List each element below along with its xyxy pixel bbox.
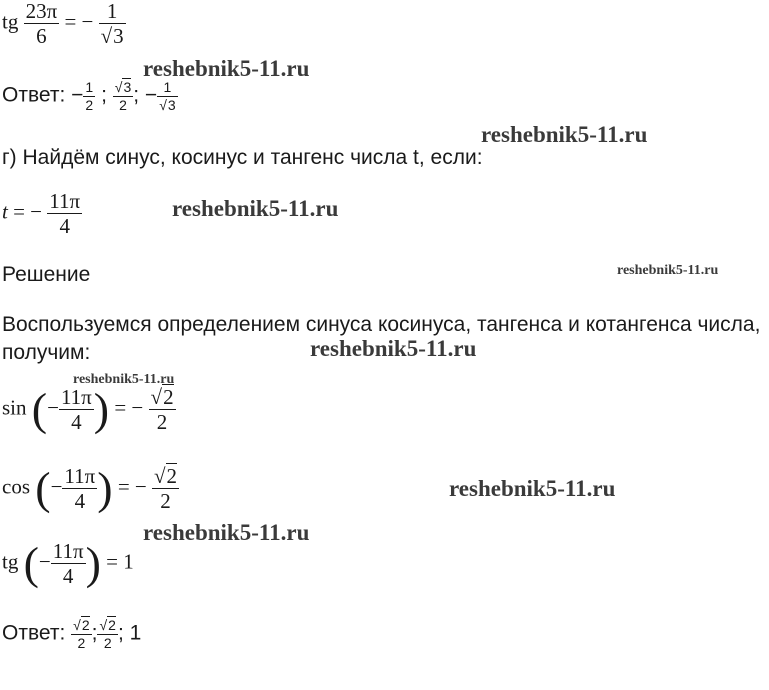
minus-sign: −	[71, 83, 84, 107]
fraction-numerator: 1	[106, 0, 118, 23]
minus-sign: −	[144, 83, 158, 107]
fraction-denominator	[99, 25, 126, 47]
fraction-numerator: 11π	[52, 539, 84, 563]
right-paren: )	[85, 537, 101, 589]
fraction-1-2	[83, 80, 95, 112]
tg-equation: tg (− $\frac{11\pi}{4}$ ) = 1	[2, 537, 134, 589]
radicand: 2	[166, 464, 178, 488]
fraction-denominator: 2	[85, 96, 94, 113]
separator: ;	[133, 83, 140, 107]
left-paren: (	[23, 537, 39, 589]
fraction-denominator: 2	[156, 410, 168, 435]
left-paren: (	[31, 383, 48, 435]
fraction-denominator: 2	[160, 489, 171, 514]
fraction-sqrt3-2	[113, 80, 133, 112]
left-paren: (	[35, 462, 51, 514]
separator: ;	[117, 621, 124, 645]
fraction-denominator: 2	[119, 96, 127, 113]
fraction-1-sqrt3	[157, 80, 177, 112]
fraction-sqrt2-2	[152, 465, 179, 512]
fraction-numerator: 1	[163, 79, 172, 95]
fraction-sqrt2-2	[97, 618, 117, 650]
tg-function: tg	[2, 549, 19, 574]
radicand: 3	[167, 96, 176, 113]
answer-value: 1	[129, 621, 142, 645]
fraction-11pi-4	[62, 465, 97, 512]
radicand: 3	[113, 24, 124, 49]
tg-result: = 1	[106, 549, 134, 574]
equals-minus: = −	[117, 474, 147, 499]
fraction-denominator: √3	[159, 96, 176, 113]
fraction-denominator: 6	[36, 24, 47, 49]
fraction-denominator: 4	[59, 214, 70, 239]
cos-function: cos	[2, 474, 30, 499]
fraction-sqrt2-2	[71, 618, 91, 650]
cos-equation: cos (− $\frac{11\pi}{4}$ ) = − $\frac{√2}{2}$	[2, 462, 178, 514]
fraction-numerator: √2	[154, 464, 178, 488]
sin-function: sin	[2, 395, 27, 420]
fraction-11pi-4	[47, 190, 82, 237]
fraction-numerator: √2	[73, 617, 90, 633]
fraction-11pi-4	[59, 386, 94, 433]
fraction-denominator: 2	[103, 634, 112, 651]
watermark: reshebnik5-11.ru	[449, 476, 616, 501]
watermark: reshebnik5-11.ru	[172, 196, 339, 221]
fraction-23pi-6	[24, 0, 60, 47]
radicand: 2	[163, 385, 174, 409]
variable-t: t	[2, 199, 8, 224]
fraction-denominator: 2	[77, 634, 86, 651]
radicand: 3	[123, 79, 132, 95]
watermark: reshebnik5-11.ru	[481, 122, 648, 147]
t-definition	[2, 190, 82, 237]
equals-minus: = −	[13, 199, 43, 224]
answer-g	[2, 618, 141, 650]
watermark: reshebnik5-11.ru	[143, 520, 310, 545]
separator: ;	[91, 621, 98, 645]
tg-function: tg	[2, 9, 19, 34]
explanation-line-2: получим:	[2, 341, 91, 364]
fraction-denominator: 4	[74, 489, 86, 514]
fraction-sqrt2-2	[149, 386, 176, 433]
fraction-numerator: 11π	[64, 464, 96, 488]
radicand: 2	[108, 617, 116, 633]
fraction-numerator: √3	[114, 79, 132, 95]
answer-label: Ответ:	[2, 621, 66, 645]
equals-minus: = −	[114, 395, 144, 420]
fraction-denominator: 4	[62, 564, 74, 589]
answer-label: Ответ:	[2, 83, 66, 107]
fraction-numerator: √2	[150, 385, 174, 409]
answer-b	[2, 80, 178, 112]
radicand: 2	[81, 617, 90, 633]
fraction-numerator: 11π	[49, 189, 81, 213]
tg-23pi-6-equation	[2, 0, 126, 47]
fraction-numerator: 23π	[25, 0, 58, 23]
explanation-line-1: Воспользуемся определением синуса косинуса, тангенса и котангенса числа,	[2, 313, 761, 336]
fraction-numerator: 11π	[60, 385, 92, 409]
watermark: reshebnik5-11.ru	[73, 372, 175, 387]
sqrt-sign: √3	[100, 24, 124, 49]
solution-label: Решение	[2, 263, 91, 286]
fraction-1-sqrt3	[99, 0, 126, 47]
fraction-numerator: √2	[99, 617, 116, 633]
separator: ;	[101, 83, 107, 107]
watermark: reshebnik5-11.ru	[617, 263, 719, 278]
part-g-heading: г) Найдём синус, косинус и тангенс числа t, если:	[2, 146, 483, 169]
right-paren: )	[93, 383, 110, 435]
sin-equation: sin (− $\frac{11\pi}{4}$ ) = − $\frac{√2}{2}$	[2, 383, 174, 435]
watermark: reshebnik5-11.ru	[310, 336, 477, 361]
right-paren: )	[97, 462, 113, 514]
fraction-numerator: 1	[85, 79, 94, 95]
watermark: reshebnik5-11.ru	[143, 56, 310, 81]
equals-minus: = −	[64, 9, 94, 34]
fraction-11pi-4	[51, 540, 86, 587]
fraction-denominator: 4	[71, 410, 82, 435]
